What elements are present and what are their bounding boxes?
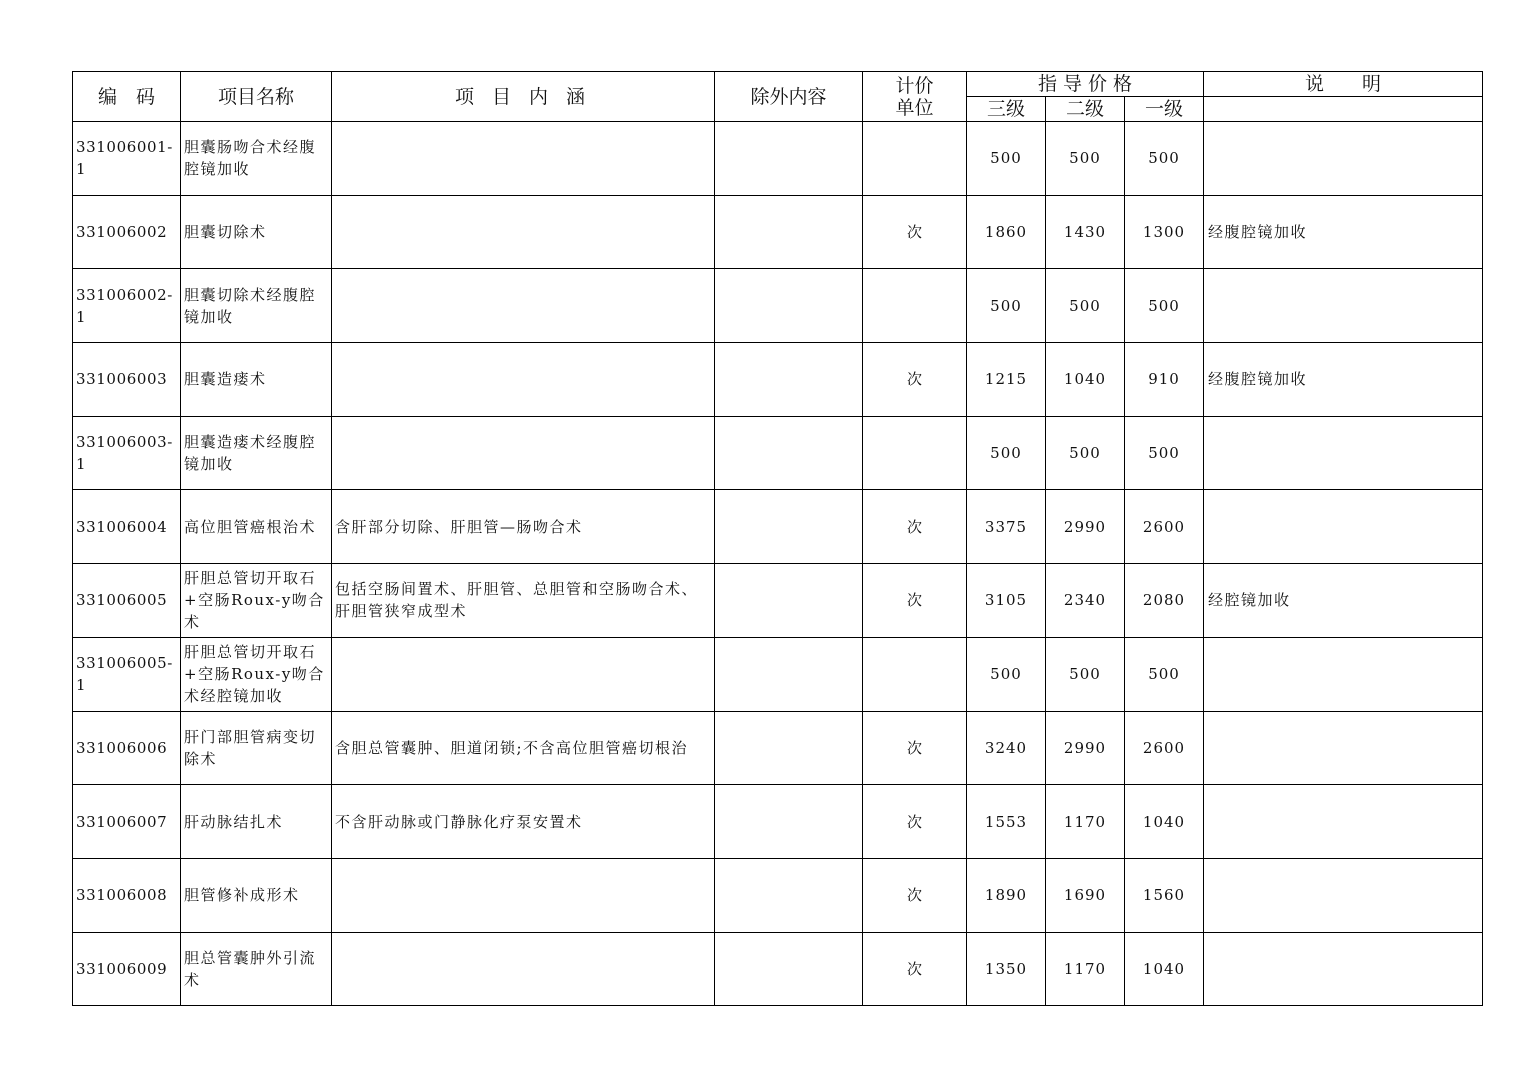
cell-price-level1: 500 (1125, 269, 1204, 343)
cell-note (1204, 785, 1483, 859)
cell-item-name: 肝胆总管切开取石+空肠Roux-y吻合术经腔镜加收 (181, 637, 332, 711)
cell-note: 经腹腔镜加收 (1204, 343, 1483, 417)
cell-item-name: 肝胆总管切开取石+空肠Roux-y吻合术 (181, 564, 332, 638)
cell-price-level1: 500 (1125, 637, 1204, 711)
cell-note (1204, 490, 1483, 564)
header-price-group: 指 导 价 格 (967, 72, 1204, 97)
cell-exclude (715, 122, 863, 196)
table-row (73, 711, 1483, 785)
header-content: 项 目 内 涵 (332, 72, 715, 122)
cell-content: 含肝部分切除、肝胆管—肠吻合术 (332, 490, 715, 564)
cell-price-level2: 500 (1046, 269, 1125, 343)
cell-unit (863, 122, 967, 196)
cell-price-level1: 1040 (1125, 785, 1204, 859)
cell-unit: 次 (863, 785, 967, 859)
cell-unit: 次 (863, 564, 967, 638)
cell-exclude (715, 343, 863, 417)
cell-price-level1: 2600 (1125, 490, 1204, 564)
cell-exclude (715, 416, 863, 490)
cell-price-level2: 500 (1046, 122, 1125, 196)
table-row (73, 490, 1483, 564)
cell-unit: 次 (863, 932, 967, 1006)
cell-code: 331006002-1 (73, 269, 181, 343)
cell-exclude (715, 785, 863, 859)
cell-price-level1: 500 (1125, 416, 1204, 490)
cell-unit (863, 269, 967, 343)
cell-content (332, 932, 715, 1006)
cell-item-name: 胆囊造瘘术 (181, 343, 332, 417)
cell-price-level1: 500 (1125, 122, 1204, 196)
cell-price-level3: 500 (967, 269, 1046, 343)
cell-code: 331006003 (73, 343, 181, 417)
table-row (73, 858, 1483, 932)
cell-code: 331006001-1 (73, 122, 181, 196)
cell-price-level1: 1300 (1125, 195, 1204, 269)
cell-unit: 次 (863, 711, 967, 785)
cell-code: 331006008 (73, 858, 181, 932)
cell-price-level3: 500 (967, 637, 1046, 711)
cell-exclude (715, 269, 863, 343)
cell-price-level2: 1170 (1046, 785, 1125, 859)
cell-price-level2: 1170 (1046, 932, 1125, 1006)
cell-price-level2: 1040 (1046, 343, 1125, 417)
cell-price-level3: 3105 (967, 564, 1046, 638)
cell-note (1204, 637, 1483, 711)
cell-code: 331006004 (73, 490, 181, 564)
header-level1: 一级 (1125, 97, 1204, 122)
cell-price-level3: 1215 (967, 343, 1046, 417)
cell-note (1204, 122, 1483, 196)
cell-note: 经腔镜加收 (1204, 564, 1483, 638)
cell-content (332, 195, 715, 269)
cell-exclude (715, 564, 863, 638)
table-body (73, 122, 1483, 1006)
cell-note (1204, 932, 1483, 1006)
cell-note (1204, 416, 1483, 490)
cell-item-name: 胆囊造瘘术经腹腔镜加收 (181, 416, 332, 490)
cell-price-level3: 1860 (967, 195, 1046, 269)
header-note-blank (1204, 97, 1483, 122)
cell-content (332, 858, 715, 932)
cell-price-level1: 2600 (1125, 711, 1204, 785)
cell-code: 331006005 (73, 564, 181, 638)
cell-exclude (715, 711, 863, 785)
table-row (73, 269, 1483, 343)
cell-price-level3: 500 (967, 122, 1046, 196)
table-row (73, 932, 1483, 1006)
cell-code: 331006002 (73, 195, 181, 269)
cell-price-level2: 1430 (1046, 195, 1125, 269)
cell-content (332, 343, 715, 417)
header-code: 编 码 (73, 72, 181, 122)
cell-code: 331006005-1 (73, 637, 181, 711)
table-row (73, 637, 1483, 711)
cell-note (1204, 269, 1483, 343)
header-unit: 计价 单位 (863, 72, 967, 122)
cell-item-name: 高位胆管癌根治术 (181, 490, 332, 564)
cell-content (332, 269, 715, 343)
cell-item-name: 胆囊切除术经腹腔镜加收 (181, 269, 332, 343)
cell-note (1204, 858, 1483, 932)
cell-note (1204, 711, 1483, 785)
cell-price-level1: 1040 (1125, 932, 1204, 1006)
cell-price-level1: 2080 (1125, 564, 1204, 638)
header-exclude: 除外内容 (715, 72, 863, 122)
cell-price-level2: 2990 (1046, 711, 1125, 785)
table-row (73, 564, 1483, 638)
cell-price-level1: 1560 (1125, 858, 1204, 932)
cell-price-level3: 1350 (967, 932, 1046, 1006)
cell-price-level2: 500 (1046, 416, 1125, 490)
cell-item-name: 胆总管囊肿外引流术 (181, 932, 332, 1006)
cell-unit: 次 (863, 858, 967, 932)
table-row (73, 195, 1483, 269)
cell-unit: 次 (863, 490, 967, 564)
cell-item-name: 胆囊切除术 (181, 195, 332, 269)
cell-code: 331006003-1 (73, 416, 181, 490)
cell-content (332, 637, 715, 711)
cell-price-level2: 2990 (1046, 490, 1125, 564)
cell-price-level1: 910 (1125, 343, 1204, 417)
cell-content: 含胆总管囊肿、胆道闭锁;不含高位胆管癌切根治 (332, 711, 715, 785)
header-level3: 三级 (967, 97, 1046, 122)
table-row (73, 122, 1483, 196)
cell-unit: 次 (863, 343, 967, 417)
cell-exclude (715, 490, 863, 564)
cell-price-level2: 1690 (1046, 858, 1125, 932)
cell-item-name: 胆囊肠吻合术经腹腔镜加收 (181, 122, 332, 196)
header-note: 说 明 (1204, 72, 1483, 97)
cell-code: 331006007 (73, 785, 181, 859)
cell-content (332, 416, 715, 490)
cell-content: 不含肝动脉或门静脉化疗泵安置术 (332, 785, 715, 859)
cell-price-level3: 3240 (967, 711, 1046, 785)
cell-unit (863, 637, 967, 711)
cell-price-level3: 1553 (967, 785, 1046, 859)
table-header (73, 72, 1483, 122)
cell-exclude (715, 637, 863, 711)
cell-item-name: 肝动脉结扎术 (181, 785, 332, 859)
cell-content (332, 122, 715, 196)
cell-price-level2: 500 (1046, 637, 1125, 711)
cell-note: 经腹腔镜加收 (1204, 195, 1483, 269)
table-row (73, 343, 1483, 417)
table-row (73, 416, 1483, 490)
cell-price-level3: 1890 (967, 858, 1046, 932)
cell-content: 包括空肠间置术、肝胆管、总胆管和空肠吻合术、肝胆管狭窄成型术 (332, 564, 715, 638)
cell-item-name: 肝门部胆管病变切除术 (181, 711, 332, 785)
cell-exclude (715, 195, 863, 269)
cell-unit (863, 416, 967, 490)
header-name: 项目名称 (181, 72, 332, 122)
cell-item-name: 胆管修补成形术 (181, 858, 332, 932)
cell-price-level3: 500 (967, 416, 1046, 490)
cell-code: 331006006 (73, 711, 181, 785)
cell-price-level3: 3375 (967, 490, 1046, 564)
price-table (72, 71, 1483, 1006)
cell-price-level2: 2340 (1046, 564, 1125, 638)
header-level2: 二级 (1046, 97, 1125, 122)
cell-exclude (715, 858, 863, 932)
table-row (73, 785, 1483, 859)
cell-unit: 次 (863, 195, 967, 269)
cell-exclude (715, 932, 863, 1006)
cell-code: 331006009 (73, 932, 181, 1006)
